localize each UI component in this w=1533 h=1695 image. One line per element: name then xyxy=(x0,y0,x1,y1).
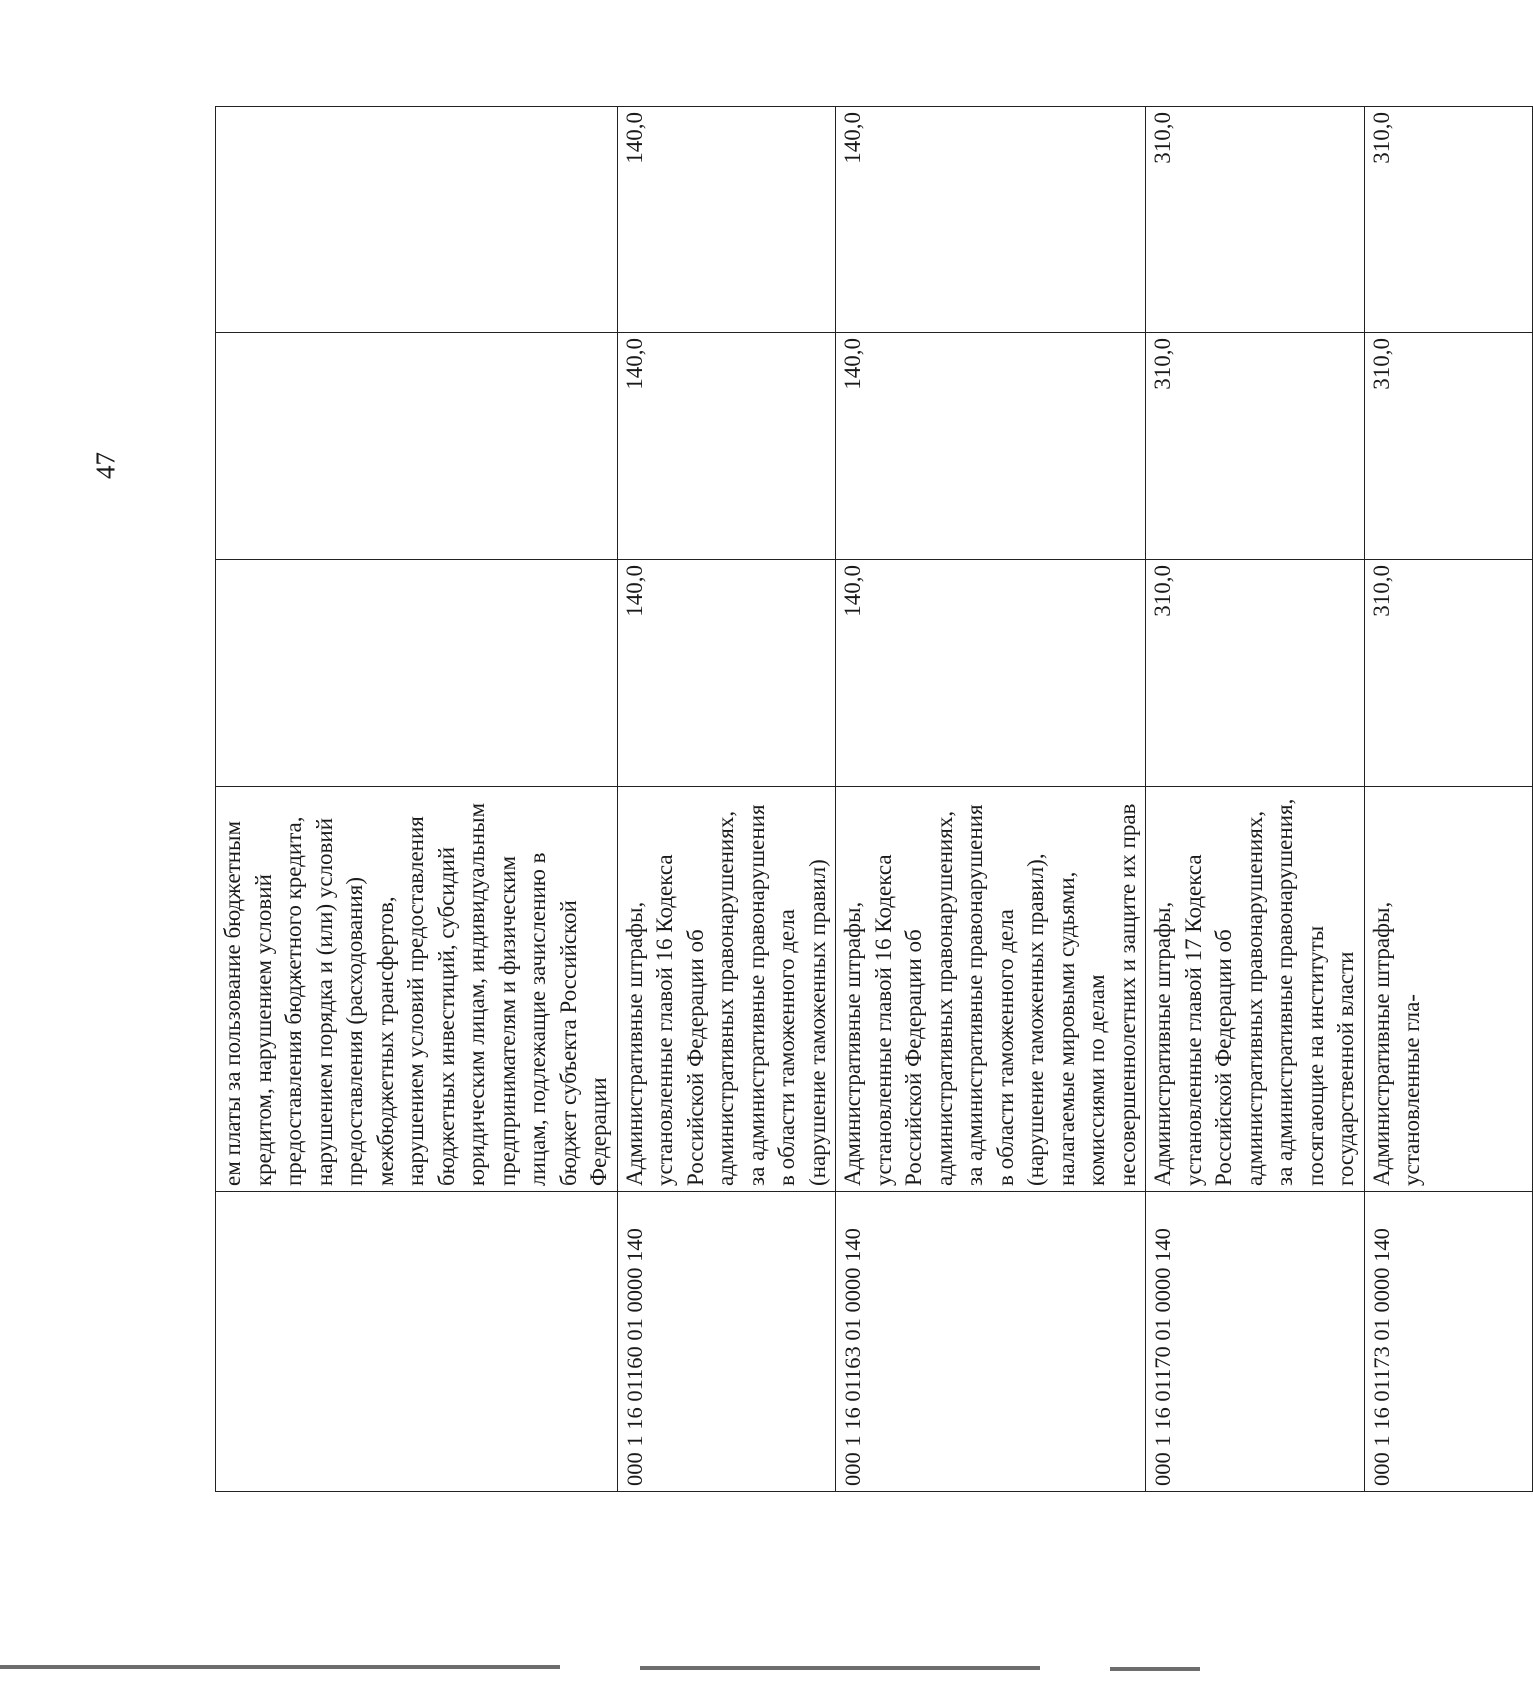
rotated-table-container xyxy=(215,107,1424,1492)
value-cell: 310,0 xyxy=(1146,560,1365,787)
value-cell: 310,0 xyxy=(1364,560,1532,787)
value-cell: 140,0 xyxy=(836,560,1146,787)
value-cell: 310,0 xyxy=(1146,333,1365,560)
page-number: 47 xyxy=(90,452,121,479)
scan-edge-line xyxy=(1110,1667,1200,1671)
scan-edge-line xyxy=(640,1666,1040,1670)
value-cell: 140,0 xyxy=(836,107,1146,333)
value-cell xyxy=(216,333,618,560)
code-cell xyxy=(216,1192,618,1492)
value-cell xyxy=(216,560,618,787)
name-cell: Административные штрафы, установленные гла- xyxy=(1364,787,1532,1192)
value-cell xyxy=(216,107,618,333)
value-cell: 310,0 xyxy=(1364,107,1532,333)
value-cell: 310,0 xyxy=(1364,333,1532,560)
table-row xyxy=(216,107,618,1492)
value-cell: 140,0 xyxy=(617,560,836,787)
value-cell: 310,0 xyxy=(1146,107,1365,333)
name-cell: ем платы за пользование бюджетным кредитом, нарушением условий предоставления бюджетного кредита, нарушением порядка и (или) условий предоставления (расходования) межбюджетных трансфертов, нарушением условий предоставления бюджетных инвестиций, субсидий юридическим лицам, индивидуальным предпринимателям и физическим лицам, подлежащие зачислению в бюджет субъекта Российской Федерации xyxy=(216,787,618,1192)
scan-edge-line xyxy=(0,1665,560,1669)
table-row xyxy=(617,107,836,1492)
name-cell: Административные штрафы, установленные главой 16 Кодекса Российской Федерации об административных правонарушениях, за административные правонарушения в области таможенного дела (нарушение таможенных правил) xyxy=(617,787,836,1192)
name-cell: Административные штрафы, установленные главой 16 Кодекса Российской Федерации об административных правонарушениях, за административные правонарушения в области таможенного дела (нарушение таможенных правил), налагаемые мировыми судьями, комиссиями по делам несовершеннолетних и защите их прав xyxy=(836,787,1146,1192)
value-cell: 140,0 xyxy=(617,333,836,560)
code-cell: 000 1 16 01160 01 0000 140 xyxy=(617,1192,836,1492)
table-row xyxy=(836,107,1146,1492)
budget-table xyxy=(215,106,1533,1492)
code-cell: 000 1 16 01173 01 0000 140 xyxy=(1364,1192,1532,1492)
table-row xyxy=(1146,107,1365,1492)
value-cell: 140,0 xyxy=(617,107,836,333)
code-cell: 000 1 16 01163 01 0000 140 xyxy=(836,1192,1146,1492)
name-cell: Административные штрафы, установленные главой 17 Кодекса Российской Федерации об административных правонарушениях, за административные правонарушения, посягающие на институты государственной власти xyxy=(1146,787,1365,1192)
table-row xyxy=(1364,107,1532,1492)
value-cell: 140,0 xyxy=(836,333,1146,560)
code-cell: 000 1 16 01170 01 0000 140 xyxy=(1146,1192,1365,1492)
